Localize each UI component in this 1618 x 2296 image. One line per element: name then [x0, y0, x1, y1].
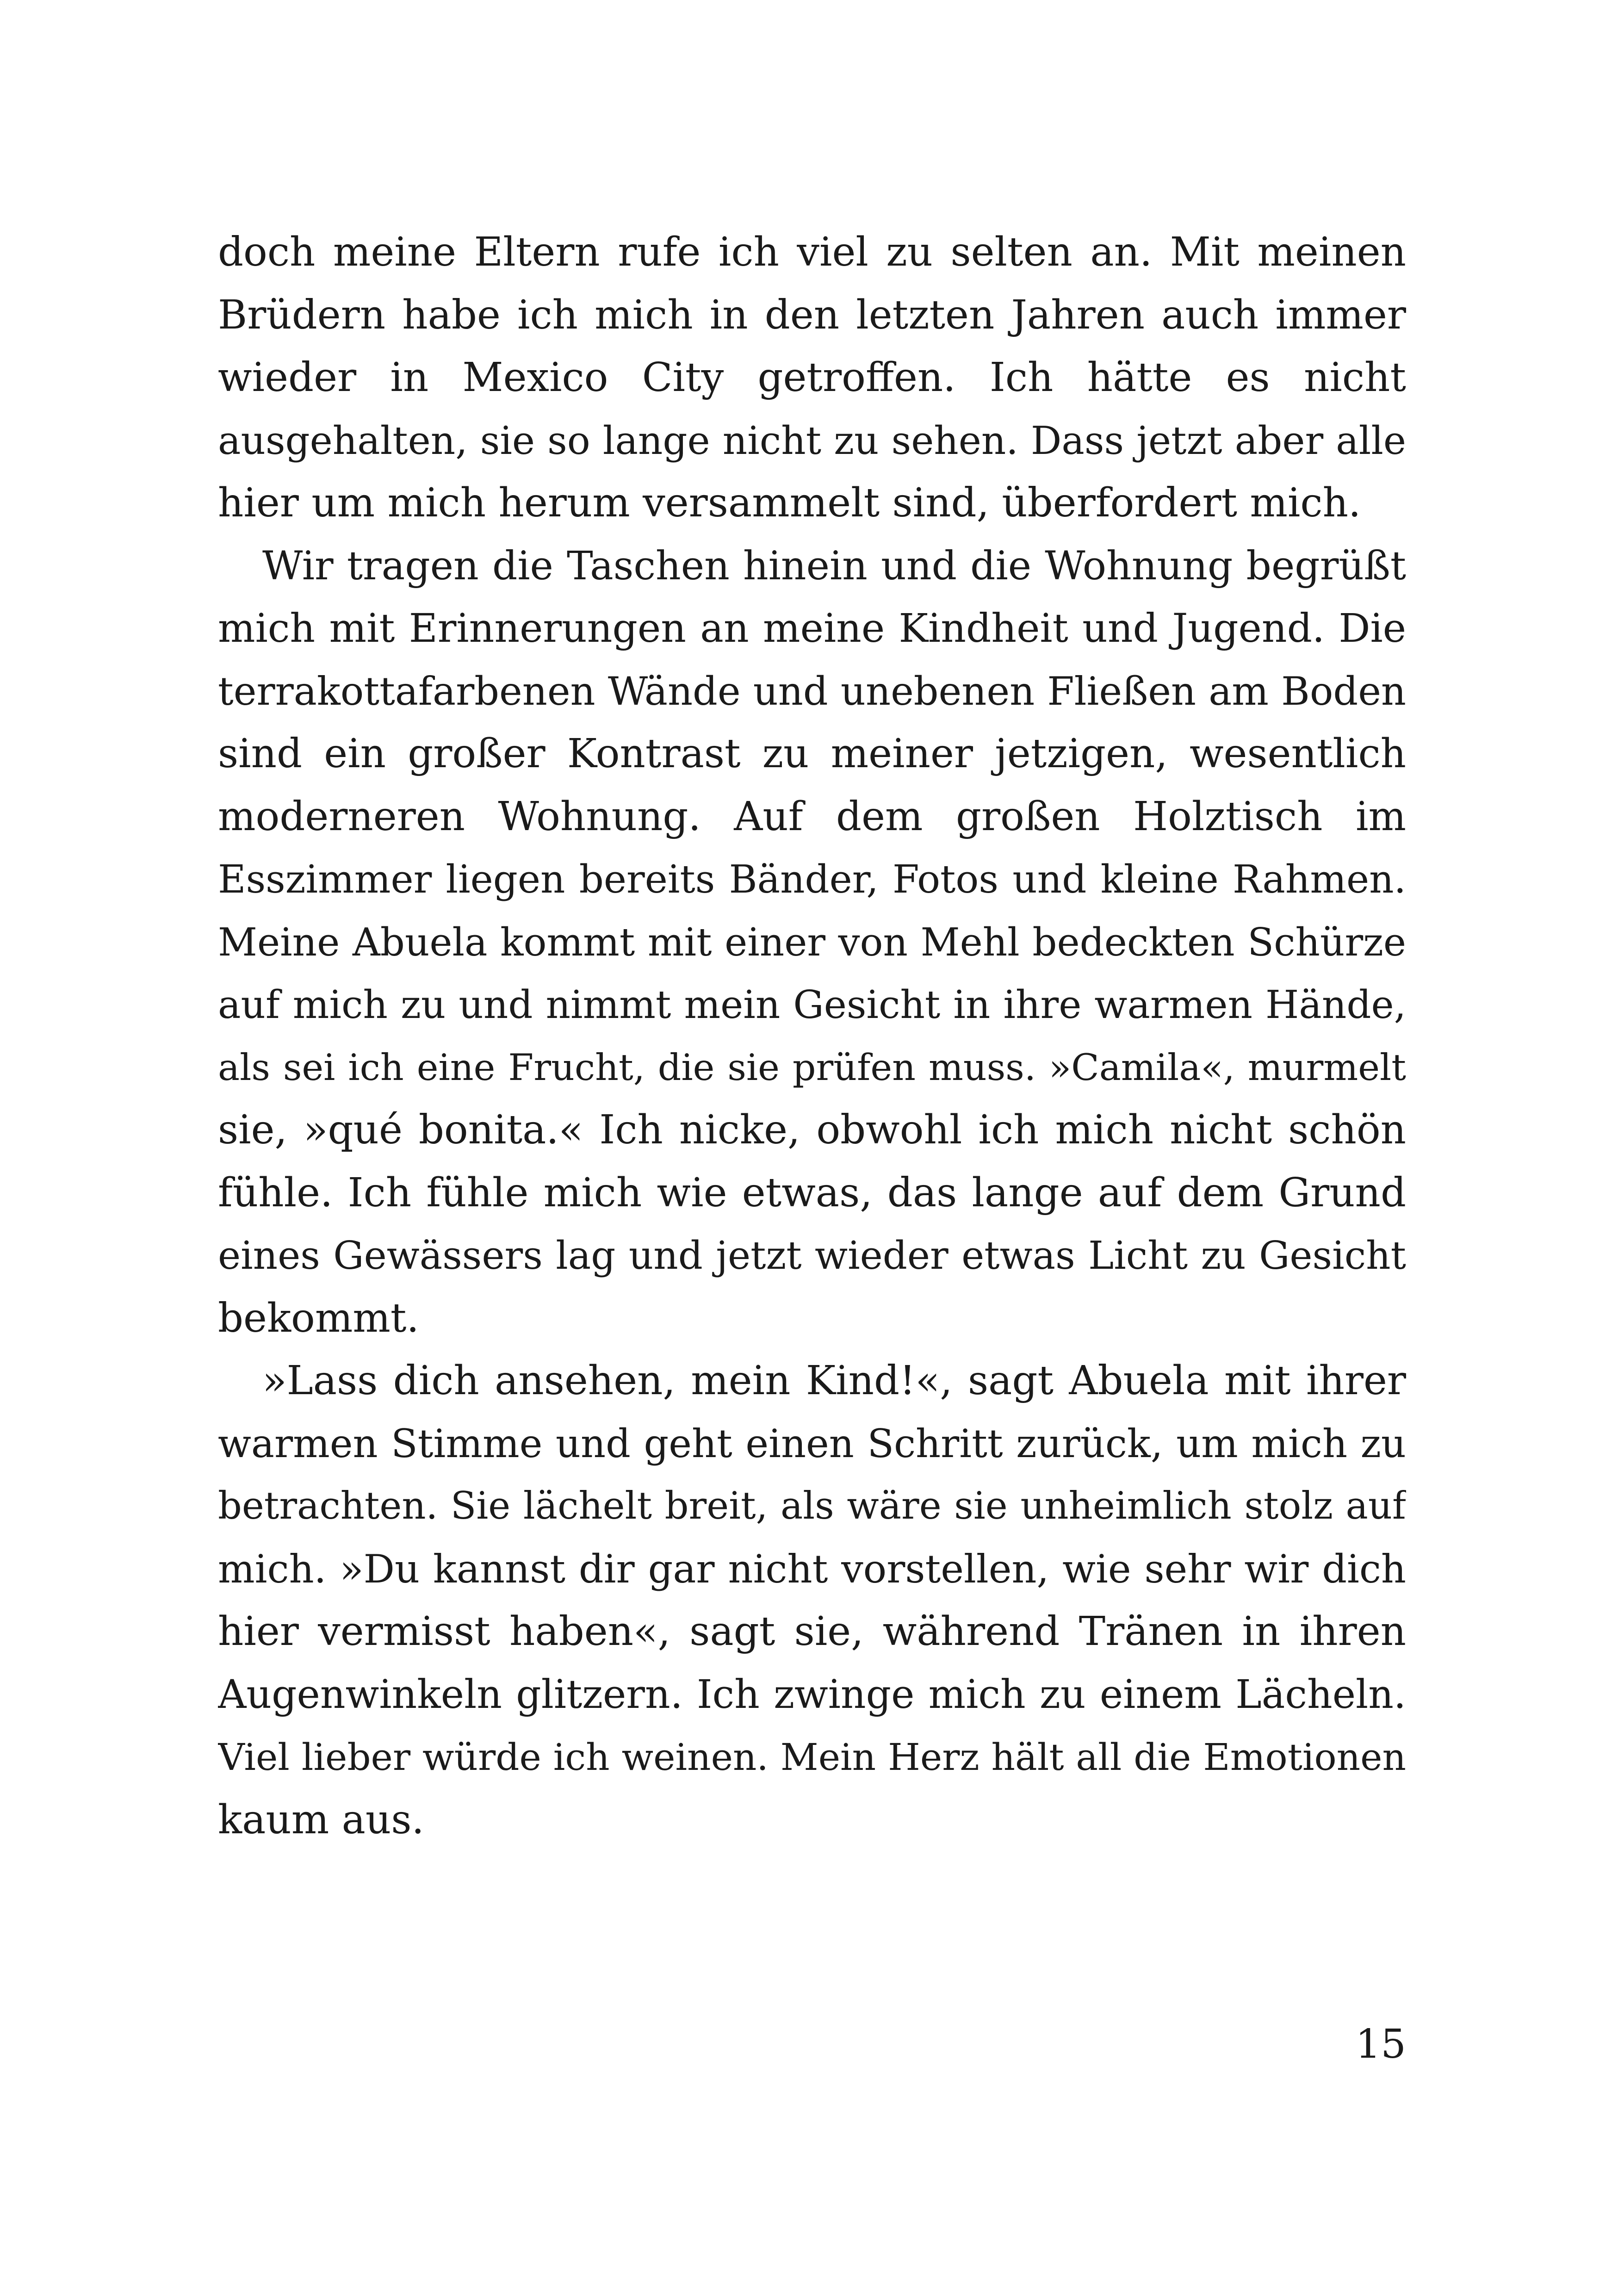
- text-line: mich mit Erinnerungen an meine Kindheit und Jugend. Die: [218, 606, 1406, 652]
- paragraph-1: [218, 221, 1406, 535]
- text-line: warmen Stimme und geht einen Schritt zurück, um mich zu: [218, 1421, 1406, 1466]
- text-line: betrachten. Sie lächelt breit, als wäre sie unheimlich stolz auf: [218, 1484, 1406, 1528]
- text-line: hier um mich herum versammelt sind, überfordert mich.: [218, 480, 1361, 526]
- text-line: bekommt.: [218, 1295, 419, 1341]
- text-line: doch meine Eltern rufe ich viel zu selten an. Mit meinen: [218, 229, 1406, 275]
- text-line: Augenwinkeln glitzern. Ich zwinge mich zu einem Lächeln.: [218, 1671, 1406, 1718]
- text-line: fühle. Ich fühle mich wie etwas, das lange auf dem Grund: [218, 1169, 1406, 1216]
- text-line: ausgehalten, sie so lange nicht zu sehen. Dass jetzt aber alle: [218, 418, 1406, 463]
- text-line: Esszimmer liegen bereits Bänder, Fotos und kleine Rahmen.: [218, 857, 1406, 902]
- text-line: Wir tragen die Taschen hinein und die Wohnung begrüßt: [262, 543, 1406, 589]
- text-line: Meine Abuela kommt mit einer von Mehl bedeckten Schürze: [218, 919, 1406, 965]
- text-line: mich. »Du kannst dir gar nicht vorstellen, wie sehr wir dich: [218, 1546, 1406, 1592]
- text-line: hier vermisst haben«, sagt sie, während Tränen in ihren: [218, 1608, 1406, 1655]
- text-line: kaum aus.: [218, 1796, 424, 1843]
- text-line: moderneren Wohnung. Auf dem großen Holztisch im: [218, 793, 1406, 840]
- text-line: auf mich zu und nimmt mein Gesicht in ihre warmen Hände,: [218, 982, 1406, 1027]
- body-text: [218, 221, 1406, 1851]
- text-line: sie, »qué bonita.« Ich nicke, obwohl ich mich nicht schön: [218, 1107, 1406, 1153]
- text-line: terrakottafarbenen Wände und unebenen Fließen am Boden: [218, 668, 1406, 714]
- text-line: wieder in Mexico City getroffen. Ich hätte es nicht: [218, 354, 1406, 401]
- text-line: Brüdern habe ich mich in den letzten Jahren auch immer: [218, 292, 1406, 338]
- text-line: als sei ich eine Frucht, die sie prüfen muss. »Camila«, murmelt: [218, 1046, 1406, 1089]
- paragraph-3: [218, 1350, 1406, 1851]
- text-line: Viel lieber würde ich weinen. Mein Herz hält all die Emotionen: [218, 1736, 1406, 1779]
- text-line: eines Gewässers lag und jetzt wieder etwas Licht zu Gesicht: [218, 1233, 1406, 1278]
- text-line: »Lass dich ansehen, mein Kind!«, sagt Abuela mit ihrer: [262, 1358, 1406, 1404]
- text-line: sind ein großer Kontrast zu meiner jetzigen, wesentlich: [218, 731, 1406, 777]
- paragraph-2: [218, 535, 1406, 1350]
- page-number: 15: [1355, 2021, 1406, 2067]
